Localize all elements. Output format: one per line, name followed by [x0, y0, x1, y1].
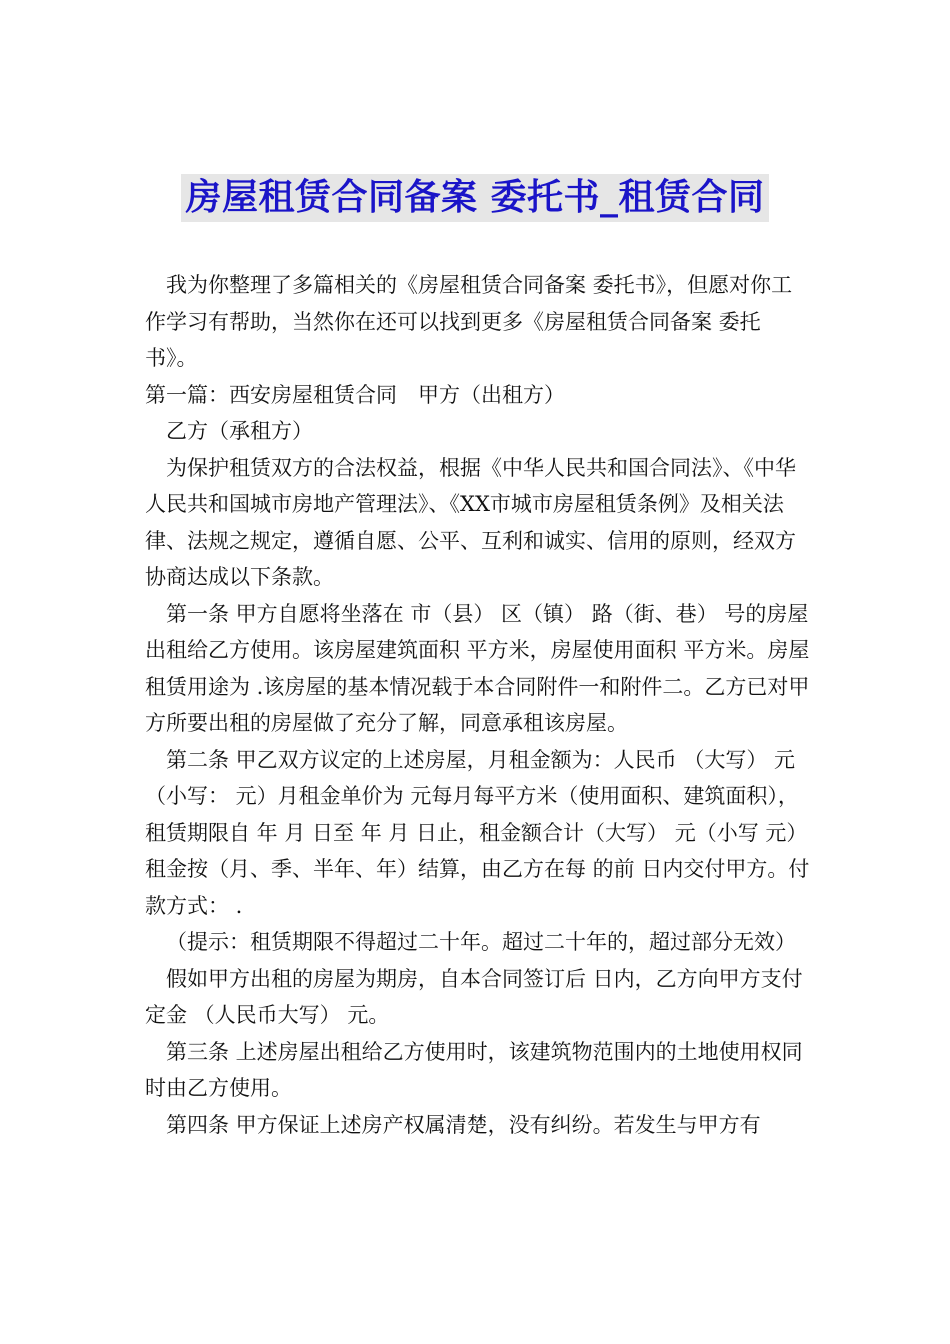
title-container	[0, 174, 950, 222]
paragraph-note: （提示：租赁期限不得超过二十年。超过二十年的，超过部分无效）	[166, 930, 796, 954]
paragraph-deposit: 假如甲方出租的房屋为期房，自本合同签订后 日内，乙方向甲方支付定金 （人民币大写） 元。	[145, 966, 803, 1027]
paragraph-article-1: 第一条 甲方自愿将坐落在 市（县） 区（镇） 路（街、巷） 号的房屋出租给乙方使用。该房屋建筑面积 平方米，房屋使用面积 平方米。房屋租赁用途为 .该房屋的基本情况载于本合同附件一和附件二。乙方已对甲方所要出租的房屋做了充分了解，同意承租该房屋。	[145, 601, 810, 735]
document-title: 房屋租赁合同备案 委托书_租赁合同	[181, 174, 768, 222]
paragraph-article-4: 第四条 甲方保证上述房产权属清楚，没有纠纷。若发生与甲方有	[166, 1112, 761, 1137]
paragraph-article-2: 第二条 甲乙双方议定的上述房屋，月租金额为：人民币 （大写） 元（小写： 元）月租金单价为 元每月每平方米（使用面积、建筑面积），租赁期限自 年 月 日至 年 月 日止，租金额合计（大写） 元（小写 元）租金按（月、季、半年、年）结算，由乙方在每 的前 日内交付甲方。付款方式： .	[145, 747, 810, 918]
document-body	[145, 267, 810, 1143]
paragraph-party-b: 乙方（承租方）	[166, 419, 313, 443]
paragraph-intro: 我为你整理了多篇相关的《房屋租赁合同备案 委托书》，但愿对你工作学习有帮助，当然你在还可以找到更多《房屋租赁合同备案 委托书》。	[145, 273, 793, 370]
paragraph-section-heading: 第一篇：西安房屋租赁合同 甲方（出租方）	[145, 382, 565, 407]
paragraph-preamble: 为保护租赁双方的合法权益，根据《中华人民共和国合同法》、《中华人民共和国城市房地产管理法》、《XX市城市房屋租赁条例》及相关法律、法规之规定，遵循自愿、公平、互利和诚实、信用的原则，经双方协商达成以下条款。	[145, 455, 796, 589]
paragraph-article-3: 第三条 上述房屋出租给乙方使用时，该建筑物范围内的土地使用权同时由乙方使用。	[145, 1039, 803, 1100]
